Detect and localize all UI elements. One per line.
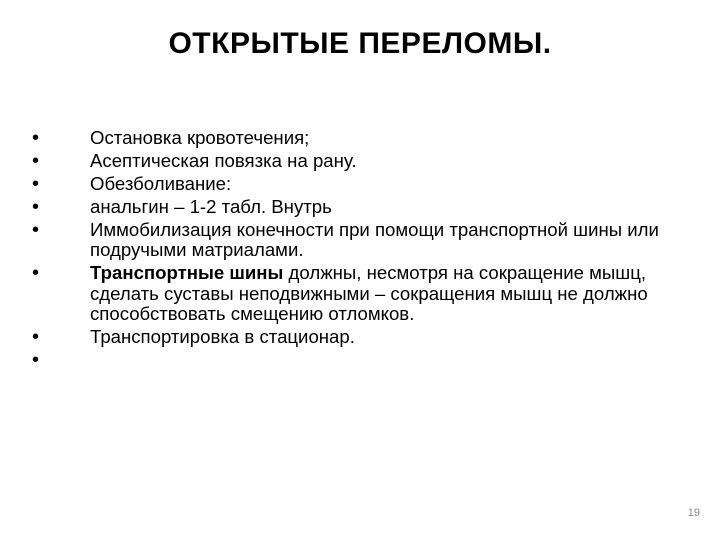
list-item [32,174,682,194]
bullet-icon: • [32,326,40,349]
slide-title: ОТКРЫТЫЕ ПЕРЕЛОМЫ. [168,27,552,60]
list-item-text: Асептическая повязка на рану. [90,150,357,171]
bullet-icon: • [32,262,40,285]
list-item [32,220,682,261]
list-item-text: анальгин – 1-2 табл. Внутрь [90,196,332,217]
list-item-text: Остановка кровотечения; [90,127,310,148]
list-item-text: Транспортировка в стационар. [90,326,355,348]
list-item-empty [32,350,682,370]
bullet-icon: • [32,127,40,149]
list-item-bold-text: Транспортные шины [90,262,284,284]
bullet-icon: • [32,173,40,195]
bullet-icon: • [32,150,40,172]
list-item [32,128,682,148]
bullet-icon: • [32,219,40,241]
bullet-list [32,128,682,373]
list-item [32,327,682,347]
list-item [32,263,682,324]
list-item [32,151,682,171]
list-item-text: должны, несмотря на сокращение мышц, сделать суставы неподвижными – сокращения мышц не должно способствовать смещению отломков. [90,262,648,325]
page-number: 19 [687,507,700,519]
bullet-icon: • [32,349,40,372]
list-item-text: Обезболивание: [90,173,232,194]
list-item [32,197,682,217]
bullet-icon: • [32,196,40,218]
list-item-text: Иммобилизация конечности при помощи транспортной шины или подручыми матриалами. [90,219,659,261]
